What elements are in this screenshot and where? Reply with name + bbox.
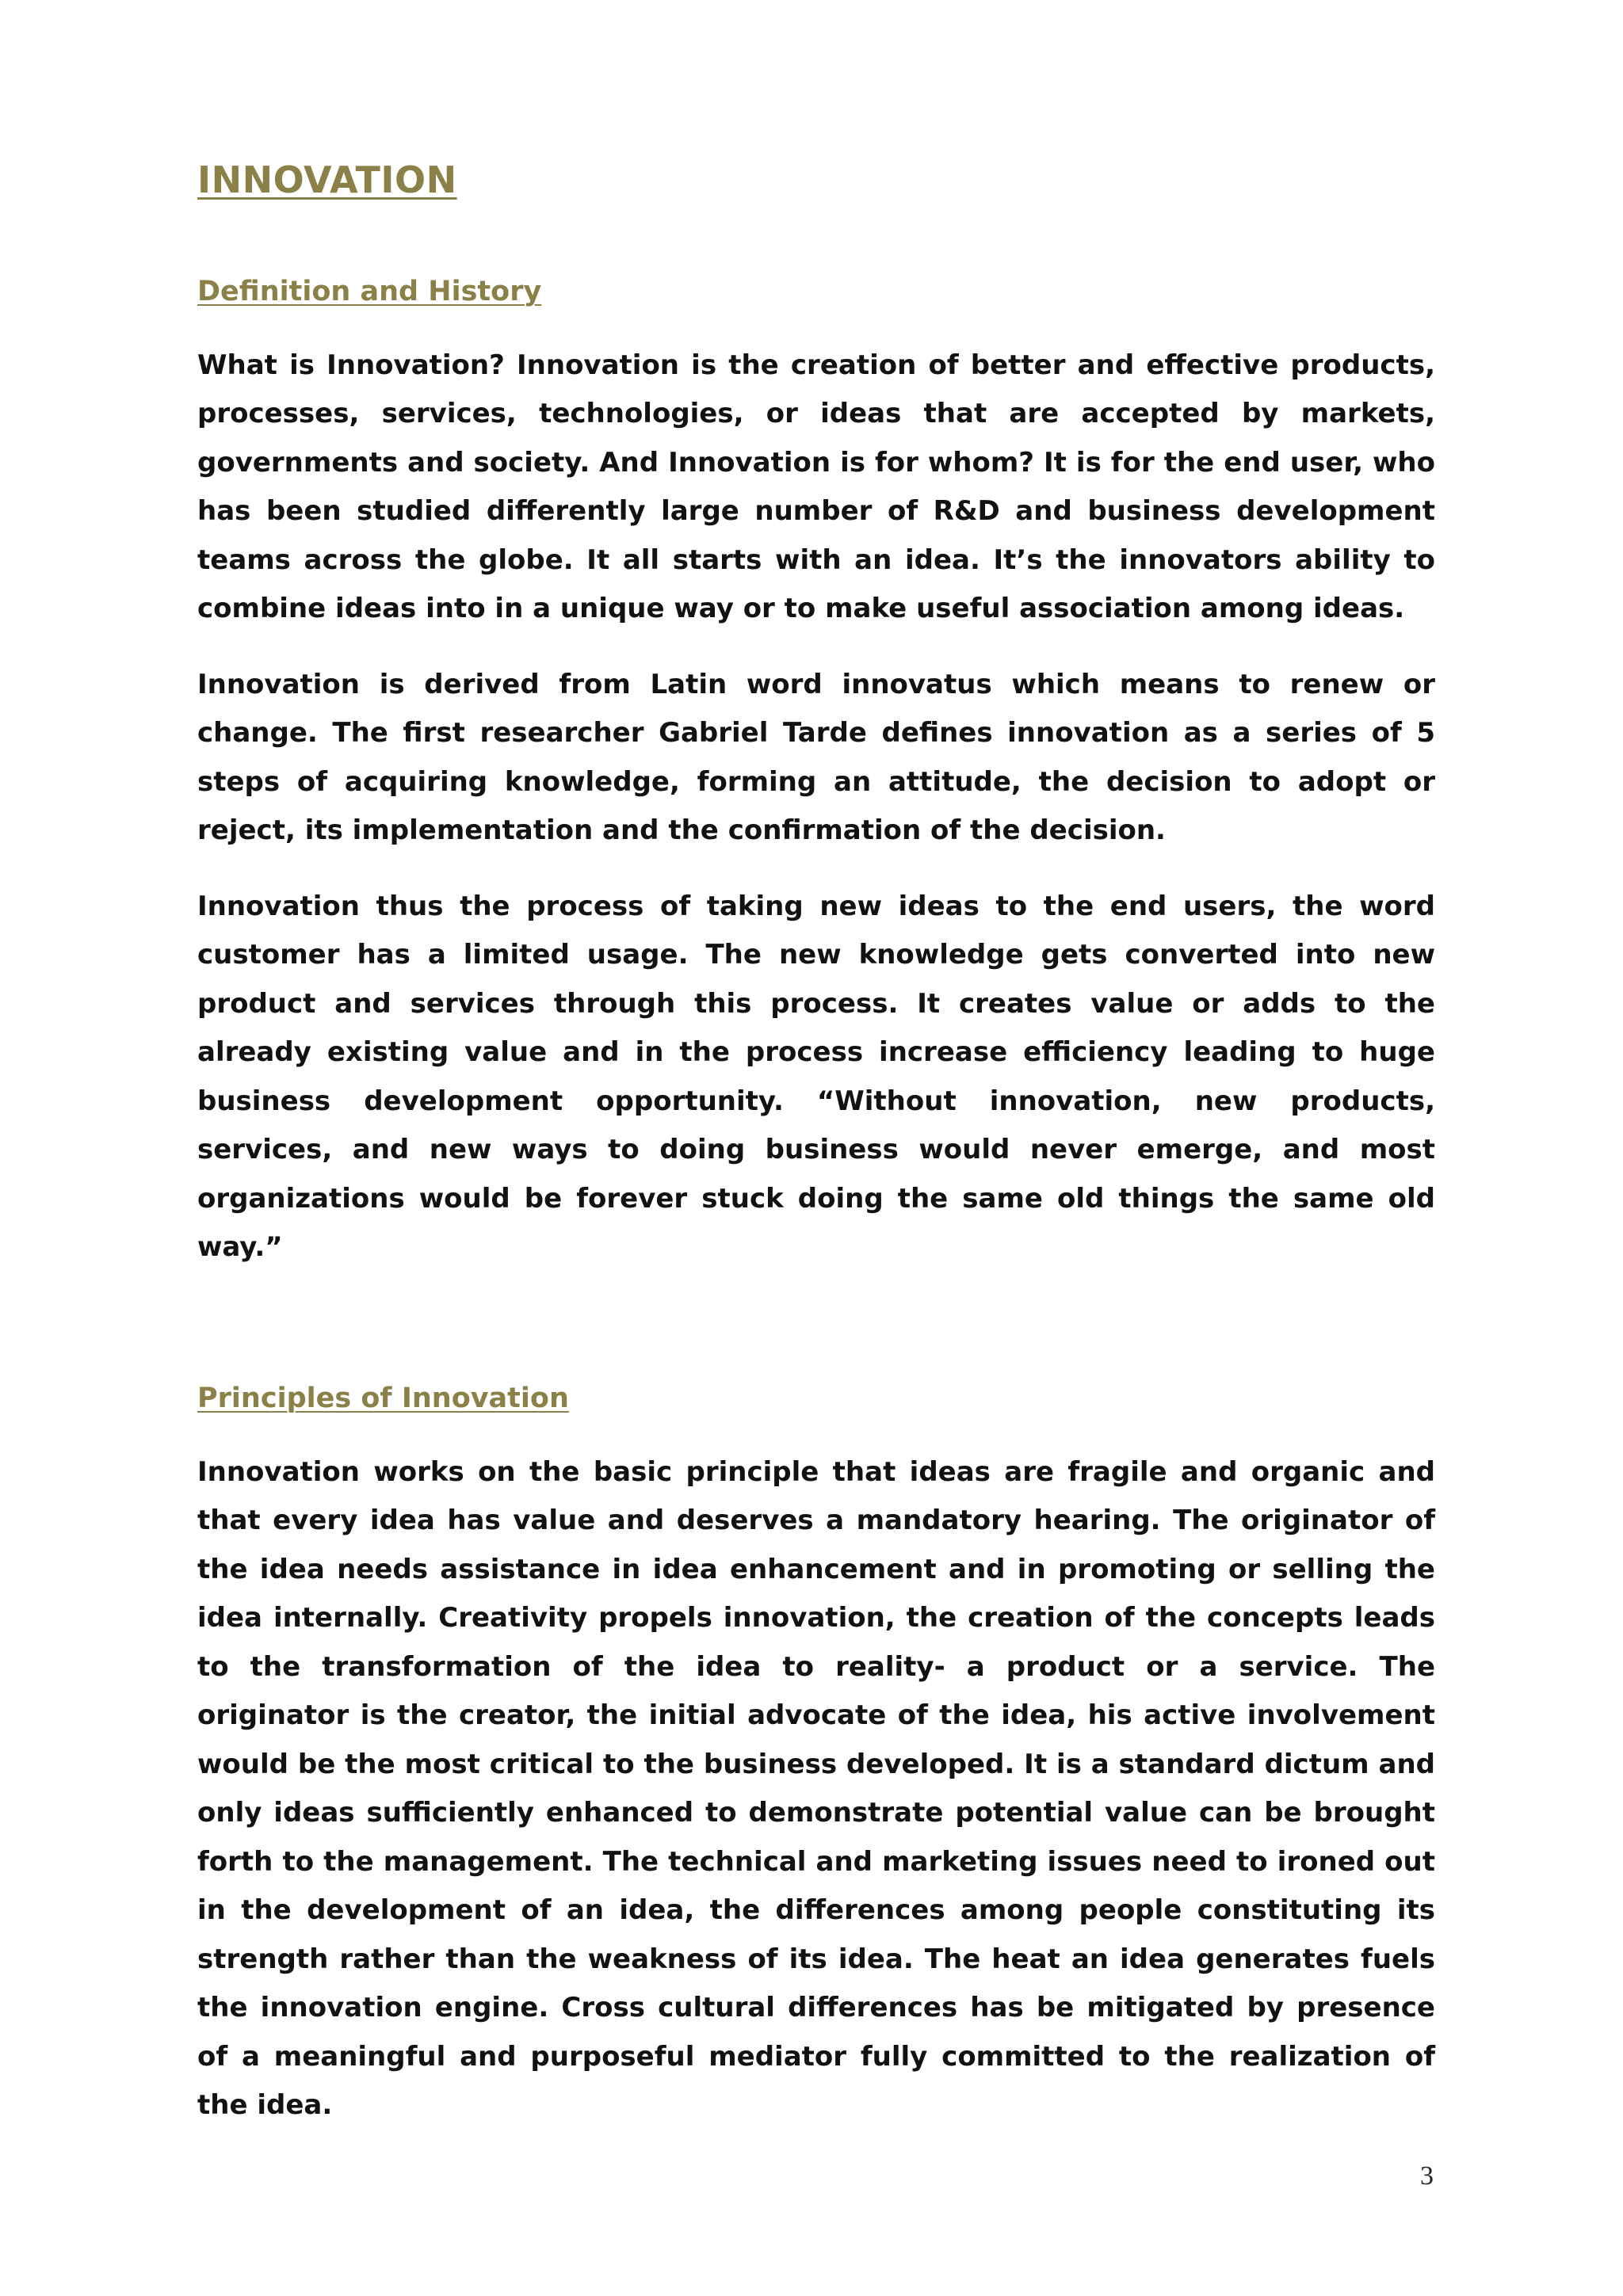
page-content — [197, 158, 1435, 2157]
page-number: 3 — [1420, 2161, 1434, 2191]
section-heading-principles: Principles of Innovation — [197, 1382, 569, 1414]
section-spacer — [197, 1299, 1435, 1382]
page-title: INNOVATION — [197, 158, 457, 201]
paragraph-what-is-innovation: What is Innovation? Innovation is the creation of better and effective products, processes, services, technologies, or ideas that are accepted by markets, governments and society. And Innovation is for whom? It is for the end user, who has been studied differently large number of R&D and business development teams across the globe. It all starts with an idea. It’s the innovators ability to combine ideas into in a unique way or to make useful association among ideas. — [197, 349, 1435, 625]
section-heading-definition-history: Definition and History — [197, 276, 542, 308]
paragraph-principles: Innovation works on the basic principle that ideas are fragile and organic and that every idea has value and deserves a mandatory hearing. The originator of the idea needs assistance in idea enhancement and in promoting or selling the idea internally. Creativity propels innovation, the creation of the concepts leads to the transformation of the idea to reality- a product or a service. The originator is the creator, the initial advocate of the idea, his active involvement would be the most critical to the business developed. It is a standard dictum and only ideas sufficiently enhanced to demonstrate potential value can be brought forth to the management. The technical and marketing issues need to ironed out in the development of an idea, the differences among people constituting its strength rather than the weakness of its idea. The heat an idea generates fuels the innovation engine. Cross cultural differences has be mitigated by presence of a meaningful and purposeful mediator fully committed to the realization of the idea. — [197, 1455, 1435, 2122]
paragraph-innovation-process: Innovation thus the process of taking new ideas to the end users, the word customer has a limited usage. The new knowledge gets converted into new product and services through this process. It creates value or adds to the already existing value and in the process increase efficiency leading to huge business development opportunity. “Without innovation, new products, services, and new ways to doing business would never emerge, and most organizations would be forever stuck doing the same old things the same old way.” — [197, 890, 1435, 1264]
paragraph-latin-origin: Innovation is derived from Latin word innovatus which means to renew or change. The first researcher Gabriel Tarde defines innovation as a series of 5 steps of acquiring knowledge, forming an attitude, the decision to adopt or reject, its implementation and the confirmation of the decision. — [197, 668, 1435, 847]
